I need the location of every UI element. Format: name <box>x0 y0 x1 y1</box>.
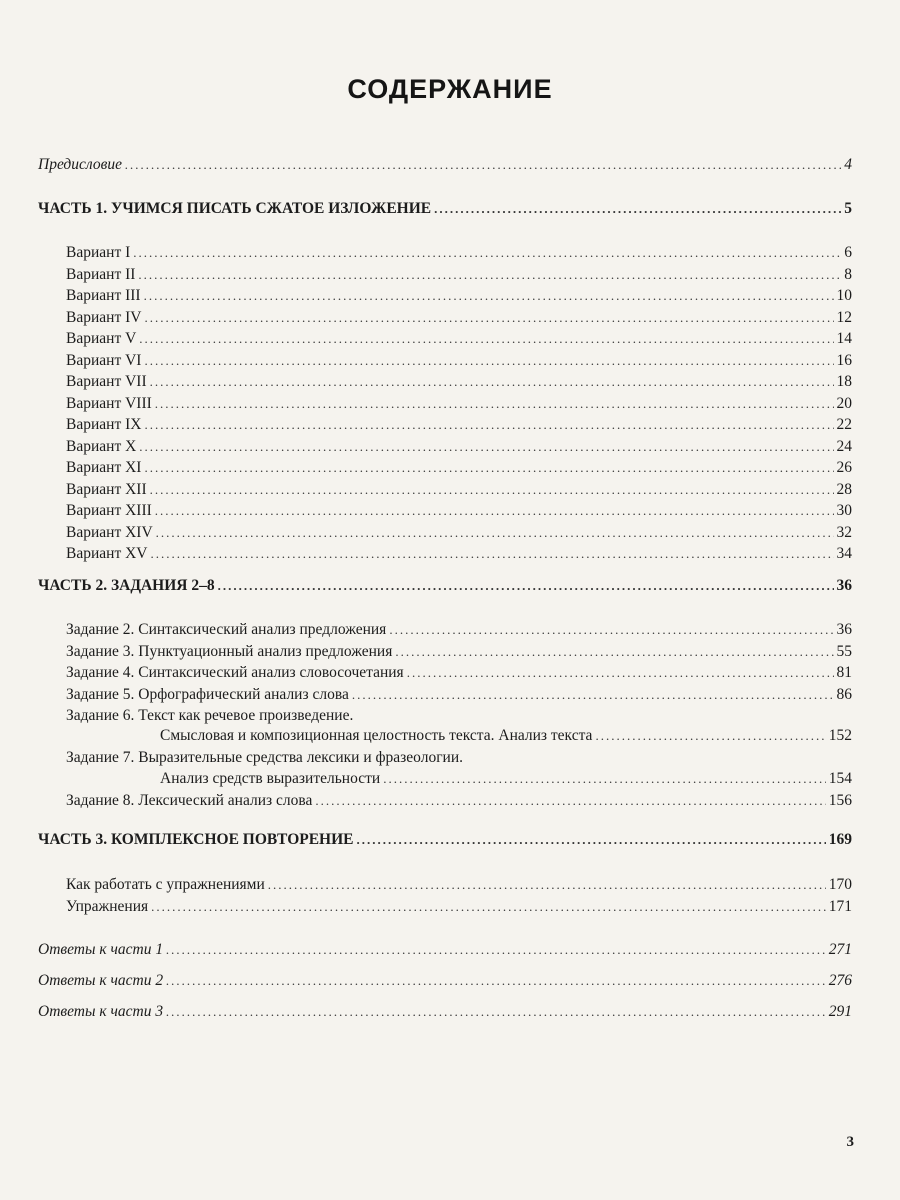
toc-entry-page: 10 <box>836 287 852 304</box>
toc-entry-label: Вариант VI <box>66 351 142 369</box>
toc-entry-label: Ответы к части 1 <box>38 941 164 958</box>
toc-entry-variant <box>66 309 852 329</box>
toc-entry-label: Задание 5. Орфографический анализ слова <box>66 685 349 703</box>
toc-entry-page: 86 <box>836 685 852 703</box>
toc-entry-page: 26 <box>836 459 852 476</box>
toc-entry-label: Как работать с упражнениями <box>66 876 265 893</box>
toc-entry-label: Вариант I <box>66 244 131 261</box>
dot-leader <box>151 899 826 915</box>
toc-entry-label: Задание 4. Синтаксический анализ словосочетания <box>66 664 404 681</box>
toc-entry-page: 8 <box>844 265 852 283</box>
toc-entry-label: Предисловие <box>38 156 122 173</box>
dot-leader <box>595 728 825 744</box>
toc-entry-page: 36 <box>836 577 852 594</box>
toc-entry-page: 30 <box>836 502 852 519</box>
toc-entry-preface <box>38 156 852 176</box>
dot-leader <box>139 439 833 455</box>
toc-entry-label: Задание 8. Лексический анализ слова <box>66 791 313 809</box>
toc-entry-page: 34 <box>836 545 852 562</box>
toc-entry-label: Вариант III <box>66 287 141 304</box>
toc-entry-part3-item <box>66 876 852 896</box>
dot-leader <box>395 644 833 660</box>
dot-leader <box>268 877 826 893</box>
page-number: 3 <box>846 1134 854 1150</box>
toc-entry-variant <box>66 416 852 436</box>
toc-entry-task-2 <box>66 621 852 641</box>
dot-leader <box>133 245 841 261</box>
toc-entry-label: Вариант XV <box>66 545 148 562</box>
toc-entry-page: 170 <box>828 876 852 893</box>
dot-leader <box>144 353 833 369</box>
toc-entry-variant <box>66 330 852 350</box>
toc-entry-task-7-heading: Задание 7. Выразительные средства лексики и фразеологии. <box>66 748 464 766</box>
toc-entry-variant <box>66 266 852 286</box>
dot-leader <box>434 201 841 217</box>
dot-leader <box>125 157 841 173</box>
toc-entry-page: 28 <box>836 480 852 498</box>
toc-entry-page: 5 <box>844 200 852 217</box>
toc-entry-label: Вариант V <box>66 330 137 347</box>
toc-entry-label: Ответы к части 3 <box>38 1003 164 1020</box>
toc-entry-page: 171 <box>828 898 852 915</box>
toc-entry-label: Вариант VIII <box>66 394 152 412</box>
toc-entry-label: Анализ средств выразительности <box>160 770 381 787</box>
toc-entry-task-4 <box>66 664 852 684</box>
toc-entry-label: Вариант XIV <box>66 523 153 541</box>
toc-entry-page: 14 <box>836 330 852 347</box>
toc-entry-page: 81 <box>836 664 852 681</box>
toc-entry-label: Вариант X <box>66 437 137 455</box>
toc-entry-label: Задание 3. Пунктуационный анализ предложения <box>66 642 393 660</box>
toc-entry-task-3 <box>66 643 852 663</box>
dot-leader <box>144 288 834 304</box>
toc-entry-label: Вариант XII <box>66 480 147 498</box>
toc-entry-variant <box>66 545 852 565</box>
page-title: СОДЕРЖАНИЕ <box>347 74 553 104</box>
dot-leader <box>218 578 834 594</box>
toc-entry-variant <box>66 481 852 501</box>
toc-entry-page: 169 <box>828 831 852 848</box>
toc-entry-label: Ответы к части 2 <box>38 972 164 989</box>
toc-entry-page: 18 <box>836 373 852 390</box>
toc-entry-page: 36 <box>836 621 852 638</box>
dot-leader <box>150 546 833 562</box>
toc-entry-part1 <box>38 200 852 220</box>
dot-leader <box>139 331 833 347</box>
toc-entry-page: 20 <box>836 394 852 412</box>
toc-entry-answers <box>38 972 852 992</box>
dot-leader <box>144 417 833 433</box>
toc-entry-task-6 <box>160 727 852 747</box>
toc-entry-answers <box>38 941 852 961</box>
toc-entry-part3 <box>38 831 852 851</box>
toc-entry-label: Вариант XIII <box>66 502 152 519</box>
toc-entry-variant <box>66 373 852 393</box>
dot-leader <box>357 832 826 848</box>
toc-entry-label: Смысловая и композиционная целостность текста. Анализ текста <box>160 727 593 744</box>
toc-entry-page: 276 <box>828 972 852 989</box>
dot-leader <box>352 687 834 703</box>
dot-leader <box>144 460 833 476</box>
toc-entry-page: 32 <box>836 523 852 541</box>
toc-entry-task-8 <box>66 792 852 812</box>
toc-entry-label: Вариант IV <box>66 308 142 326</box>
toc-entry-part2 <box>38 577 852 597</box>
dot-leader <box>138 267 841 283</box>
toc-entry-variant <box>66 244 852 264</box>
dot-leader <box>389 622 833 638</box>
toc-entry-label: Вариант II <box>66 265 136 283</box>
dot-leader <box>166 1004 826 1020</box>
dot-leader <box>144 310 833 326</box>
toc-entry-label: ЧАСТЬ 2. ЗАДАНИЯ 2–8 <box>38 577 215 594</box>
toc-entry-answers <box>38 1003 852 1023</box>
dot-leader <box>150 482 834 498</box>
toc-entry-label: ЧАСТЬ 1. УЧИМСЯ ПИСАТЬ СЖАТОЕ ИЗЛОЖЕНИЕ <box>38 200 432 217</box>
toc-entry-page: 156 <box>828 791 852 809</box>
dot-leader <box>315 793 825 809</box>
toc-entry-task-5 <box>66 686 852 706</box>
toc-entry-label: Вариант XI <box>66 459 142 476</box>
dot-leader <box>383 771 826 787</box>
toc-entry-variant <box>66 287 852 307</box>
toc-entry-variant <box>66 395 852 415</box>
toc-entry-page: 12 <box>836 308 852 326</box>
toc-entry-page: 24 <box>836 437 852 455</box>
dot-leader <box>155 396 834 412</box>
dot-leader <box>166 942 826 958</box>
toc-entry-label: Вариант VII <box>66 373 147 390</box>
toc-entry-page: 154 <box>828 770 852 787</box>
toc-entry-page: 55 <box>836 642 852 660</box>
toc-entry-variant <box>66 524 852 544</box>
toc-entry-label: Упражнения <box>66 898 149 915</box>
toc-entry-variant <box>66 502 852 522</box>
toc-entry-page: 6 <box>844 244 852 261</box>
toc-entry-page: 16 <box>836 351 852 369</box>
toc-entry-variant <box>66 438 852 458</box>
toc-entry-variant <box>66 459 852 479</box>
dot-leader <box>407 665 834 681</box>
toc-entry-page: 22 <box>836 416 852 433</box>
toc-entry-page: 152 <box>828 727 852 744</box>
toc-entry-label: Задание 2. Синтаксический анализ предложения <box>66 621 387 638</box>
toc-entry-part3-item <box>66 898 852 918</box>
dot-leader <box>156 525 834 541</box>
toc-entry-task-6-heading: Задание 6. Текст как речевое произведение. <box>66 707 354 724</box>
toc-entry-label: Вариант IX <box>66 416 142 433</box>
dot-leader <box>155 503 834 519</box>
toc-entry-page: 4 <box>844 156 852 173</box>
toc-entry-task-7 <box>160 770 852 790</box>
toc-entry-label: ЧАСТЬ 3. КОМПЛЕКСНОЕ ПОВТОРЕНИЕ <box>38 831 354 848</box>
dot-leader <box>166 973 826 989</box>
toc-entry-variant <box>66 352 852 372</box>
toc-entry-page: 291 <box>828 1003 852 1020</box>
dot-leader <box>150 374 834 390</box>
toc-entry-page: 271 <box>828 941 852 958</box>
